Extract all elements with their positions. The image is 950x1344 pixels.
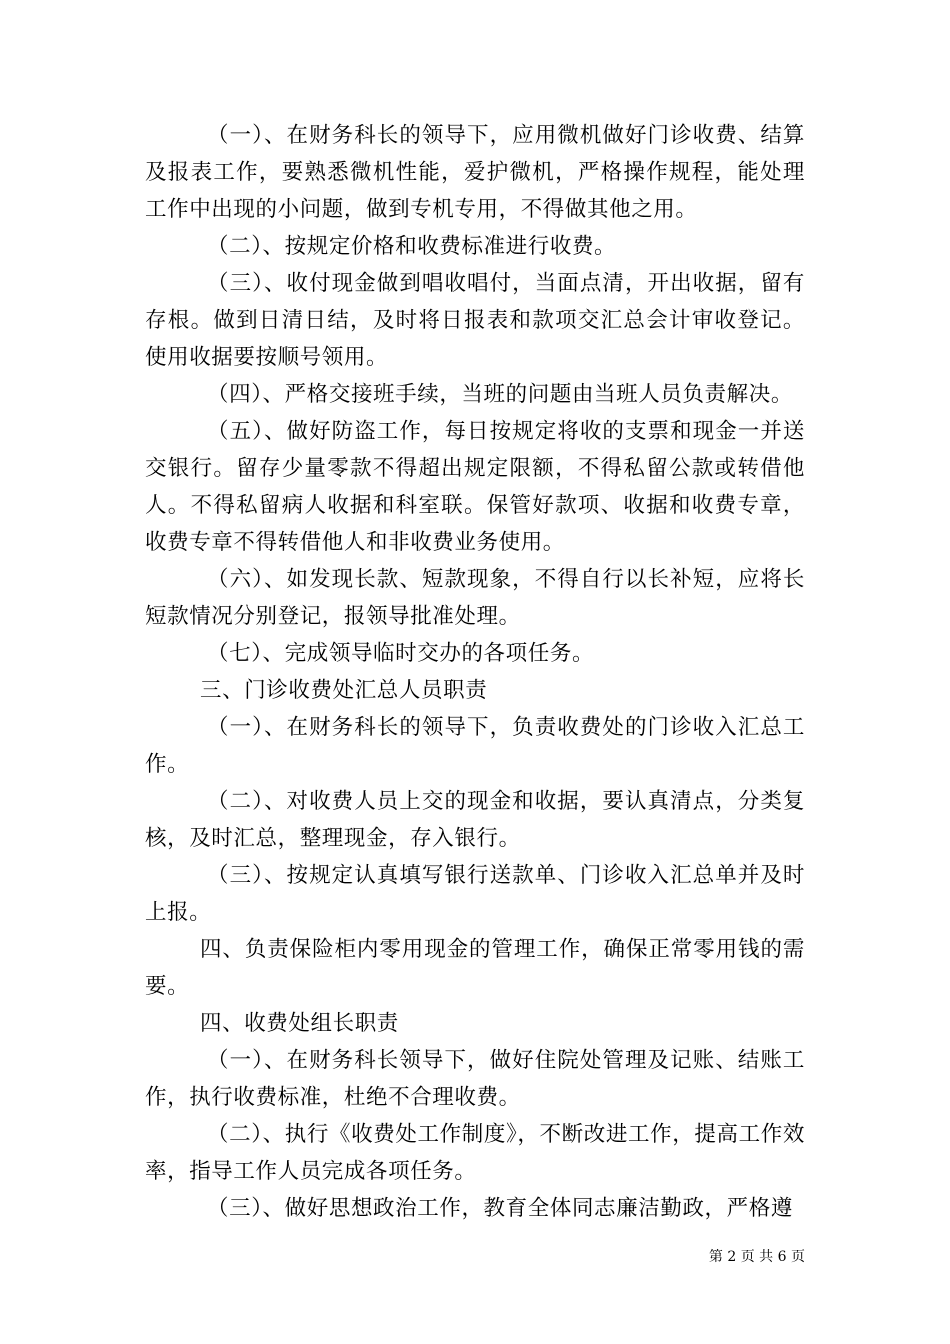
- section-heading-3: 三、门诊收费处汇总人员职责: [200, 678, 488, 703]
- page-number-footer: 第 2 页 共 6 页: [708, 1249, 805, 1265]
- document-body: [145, 117, 805, 1227]
- paragraph-item-2: （二）、按规定价格和收费标准进行收费。: [207, 234, 617, 259]
- paragraph-item-13: （三）、做好思想政治工作，教育全体同志廉洁勤政，严格遵: [207, 1196, 793, 1221]
- paragraph-item-8: （一）、在财务科长的领导下，负责收费处的门诊收入汇总工作。: [145, 715, 805, 777]
- paragraph-item-3: （三）、收付现金做到唱收唱付，当面点清，开出收据，留有存根。做到日清日结，及时将日报表和款项交汇总会计审收登记。使用收据要按顺号领用。: [145, 271, 805, 370]
- paragraph-item-11: （一）、在财务科长领导下，做好住院处管理及记账、结账工作，执行收费标准，杜绝不合理收费。: [145, 1048, 805, 1110]
- paragraph-item-10: （三）、按规定认真填写银行送款单、门诊收入汇总单并及时上报。: [145, 863, 805, 925]
- paragraph-item-9: （二）、对收费人员上交的现金和收据，要认真清点，分类复核，及时汇总，整理现金，存入银行。: [145, 789, 805, 851]
- paragraph-item-5: （五）、做好防盗工作，每日按规定将收的支票和现金一并送交银行。留存少量零款不得超出规定限额，不得私留公款或转借他人。不得私留病人收据和科室联。保管好款项、收据和收费专章，收费专章不得转借他人和非收费业务使用。: [145, 419, 805, 555]
- paragraph-item-12: （二）、执行《收费处工作制度》，不断改进工作，提高工作效率，指导工作人员完成各项任务。: [145, 1122, 805, 1184]
- paragraph-item-1: （一）、在财务科长的领导下，应用微机做好门诊收费、结算及报表工作，要熟悉微机性能，爱护微机，严格操作规程，能处理工作中出现的小问题，做到专机专用，不得做其他之用。: [145, 123, 805, 222]
- paragraph-item-6: （六）、如发现长款、短款现象，不得自行以长补短，应将长短款情况分别登记，报领导批准处理。: [145, 567, 805, 629]
- section-paragraph-4: 四、负责保险柜内零用现金的管理工作，确保正常零用钱的需要。: [145, 937, 805, 999]
- section-heading-4: 四、收费处组长职责: [200, 1011, 399, 1036]
- paragraph-item-4: （四）、严格交接班手续，当班的问题由当班人员负责解决。: [207, 382, 793, 407]
- paragraph-item-7: （七）、完成领导临时交办的各项任务。: [207, 641, 595, 666]
